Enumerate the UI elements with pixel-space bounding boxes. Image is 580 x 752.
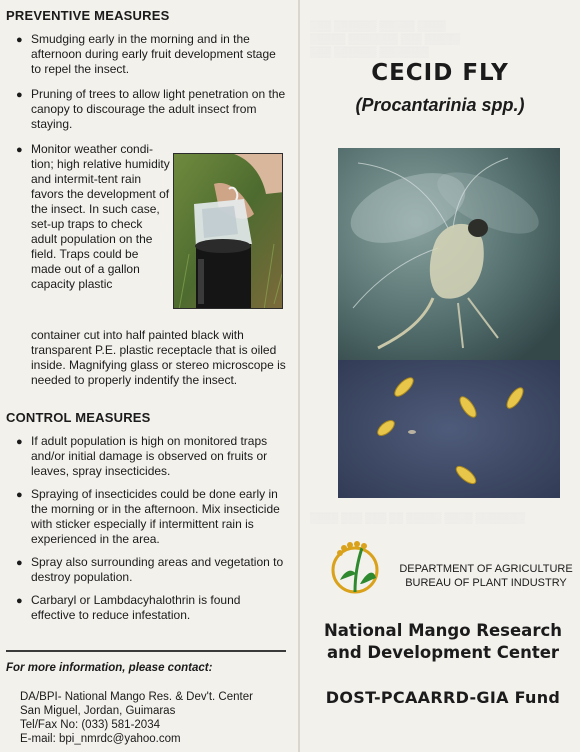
list-item: ● Smudging early in the morning and in the afternoon during early fruit development stage to repel the insect. xyxy=(16,32,276,76)
bullet-icon: ● xyxy=(16,489,23,501)
bullet-icon: ● xyxy=(16,436,23,448)
center-name: National Mango Research and Development Center xyxy=(323,621,562,662)
contact-line: DA/BPI- National Mango Res. & Dev't. Center xyxy=(20,691,253,703)
bullet-icon: ● xyxy=(16,557,23,569)
bullet-icon: ● xyxy=(16,144,23,156)
section-divider xyxy=(6,650,286,652)
page-title: CECID FLY xyxy=(371,60,509,86)
control-list xyxy=(16,434,286,631)
list-item: ● Spray also surrounding areas and vegetation to destroy population. xyxy=(16,555,284,584)
contact-block xyxy=(20,690,253,746)
monitor-continuation: container cut into half painted black with transparent P.E. plastic receptacle that is oiled inside. Magnifying glass or stereo microscope is needed to properly indentify the insect. xyxy=(31,328,286,387)
bullet-icon: ● xyxy=(16,34,23,46)
cecid-fly-photo xyxy=(338,148,560,360)
list-item: ● Monitor weather condi-tion; high relative humidity and intermit-tent rain favors the development of the insect. In such case, set-up traps to check adult population on the field. Traps could be made out of a gallon capacity plastic xyxy=(16,142,170,291)
control-measures-heading: CONTROL MEASURES xyxy=(6,410,151,425)
bullet-icon: ● xyxy=(16,89,23,101)
larvae-photo xyxy=(338,360,560,498)
scientific-name: (Procantarinia spp.) xyxy=(355,95,525,115)
list-item: ● Spraying of insecticides could be done early in the morning or in the afternoon. Mix insecticide with sticker especially if intermittent rain is experienced in the area. xyxy=(16,487,280,546)
preventive-measures-heading: PREVENTIVE MEASURES xyxy=(6,8,170,23)
bleed-through-text: ▒▒▒ ▒▒▒▒▒▒ ▒▒▒▒▒ ▒▒▒▒ ▒▒▒▒▒ ▒▒▒▒▒▒▒ ▒▒▒ ▒▒▒▒▒ ▒▒▒ ▒▒▒▒▒▒ ▒▒▒▒▒▒▒ xyxy=(310,21,461,58)
list-item: ● If adult population is high on monitored traps and/or initial damage is observed on fruits or leaves, spray insecticides. xyxy=(16,434,268,478)
contact-line: Tel/Fax No: (033) 581-2034 xyxy=(20,719,160,731)
contact-heading: For more information, please contact: xyxy=(6,662,213,674)
panel-fold-line xyxy=(298,0,300,752)
department-block xyxy=(398,562,574,590)
contact-email[interactable]: E-mail: bpi_nmrdc@yahoo.com xyxy=(20,733,181,745)
contact-line: San Miguel, Jordan, Guimaras xyxy=(20,705,176,717)
funding-label: DOST-PCAARRD-GIA Fund xyxy=(325,688,561,707)
list-item: ● Carbaryl or Lambdacyhalothrin is found effective to reduce infestation. xyxy=(16,593,241,622)
bullet-icon: ● xyxy=(16,595,23,607)
department-name: DEPARTMENT OF AGRICULTURE xyxy=(399,563,573,575)
insect-trap-photo xyxy=(173,153,283,309)
bureau-name: BUREAU OF PLANT INDUSTRY xyxy=(405,577,567,589)
bpi-logo-icon xyxy=(330,540,380,598)
bleed-through-text-lower: ▒▒▒▒ ▒▒▒ ▒▒▒ ▒▒ ▒▒▒▒▒ ▒▒▒▒ ▒▒▒▒▒▒▒ xyxy=(310,513,526,524)
list-item: ● Pruning of trees to allow light penetration on the canopy to discourage the adult insect from staying. xyxy=(16,87,286,131)
